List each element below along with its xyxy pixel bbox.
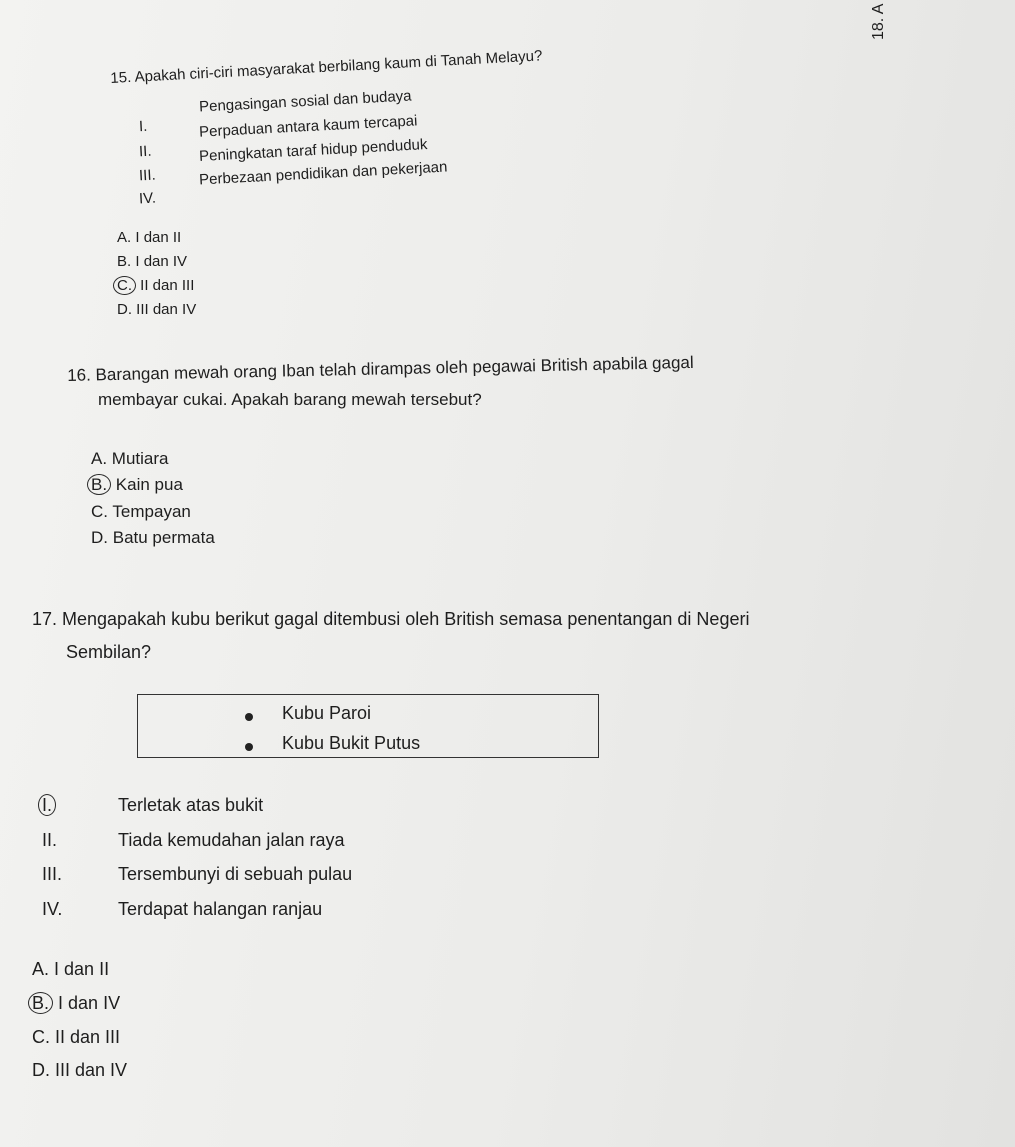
option-letter: D. xyxy=(32,1060,50,1080)
option-letter: A. xyxy=(91,449,108,468)
statement-number-circled: I. xyxy=(38,794,56,816)
option-letter: D. xyxy=(117,301,132,318)
option-letter-circled: B. xyxy=(28,992,53,1014)
option-text: I dan II xyxy=(135,229,182,246)
option-letter: A. xyxy=(117,229,132,246)
option-text: I dan IV xyxy=(58,993,121,1013)
q17-question-line2: Sembilan? xyxy=(66,642,152,662)
q15-statement-2: II. xyxy=(138,142,152,161)
option-text: I dan IV xyxy=(135,253,188,270)
q16-question-line1: 16. Barangan mewah orang Iban telah dirampas oleh pegawai British apabila gagal xyxy=(67,352,694,385)
q17-statement-2-text: Tiada kemudahan jalan raya xyxy=(118,830,345,850)
q17-question-line1: 17. Mengapakah kubu berikut gagal ditembusi oleh British semasa penentangan di Negeri xyxy=(32,609,750,629)
option-text: II dan III xyxy=(140,277,195,294)
option-letter: C. xyxy=(32,1027,50,1047)
q17-statement-2: II. xyxy=(42,830,58,850)
q17-statement-4: IV. xyxy=(42,899,63,919)
kubu-item-2: Kubu Bukit Putus xyxy=(282,733,421,753)
option-letter: D. xyxy=(91,528,108,547)
option-text: Tempayan xyxy=(112,502,191,521)
kubu-box xyxy=(137,694,599,758)
q17-option-c[interactable] xyxy=(32,1027,120,1048)
q15-option-a[interactable] xyxy=(117,229,181,246)
q15-statement-1 xyxy=(139,118,148,135)
bullet-icon xyxy=(245,713,253,721)
option-text: III dan IV xyxy=(55,1060,128,1080)
q17-statement-3: III. xyxy=(42,864,63,884)
corner-question-number xyxy=(870,4,888,40)
q15-statement-4: IV. xyxy=(138,189,157,208)
q17-option-d[interactable] xyxy=(32,1060,127,1081)
option-letter-circled: B. xyxy=(87,474,111,495)
q17-statement-1 xyxy=(42,795,56,816)
option-text: I dan II xyxy=(54,959,110,979)
statement-number: I. xyxy=(138,117,148,136)
q17-statement-3-text: Tersembunyi di sebuah pulau xyxy=(118,864,353,884)
q15-option-d[interactable] xyxy=(117,301,196,318)
q15-option-b[interactable] xyxy=(117,253,187,270)
q15-statement-2-text: Perpaduan antara kaum tercapai xyxy=(198,112,418,141)
q16-question-line2: membayar cukai. Apakah barang mewah tersebut? xyxy=(98,390,482,409)
q17-option-b[interactable] xyxy=(32,993,120,1014)
option-text: III dan IV xyxy=(136,301,197,318)
option-letter: A. xyxy=(32,959,50,979)
option-text: Kain pua xyxy=(115,475,183,494)
corner-label: 18. xyxy=(870,17,887,40)
option-text: Mutiara xyxy=(111,449,169,468)
kubu-item-1: Kubu Paroi xyxy=(282,703,372,723)
q16-option-d[interactable] xyxy=(91,528,215,548)
q16-option-a[interactable] xyxy=(91,449,168,469)
corner-extra: A xyxy=(870,3,887,15)
q16-option-c[interactable] xyxy=(91,502,191,522)
q15-statement-3: III. xyxy=(138,166,157,185)
option-text: Batu permata xyxy=(112,528,215,547)
q16-option-b[interactable] xyxy=(91,475,183,495)
option-letter: B. xyxy=(117,253,132,270)
q15-statement-4-text: Perbezaan pendidikan dan pekerjaan xyxy=(198,158,448,189)
bullet-icon xyxy=(245,743,253,751)
option-text: II dan III xyxy=(55,1027,121,1047)
q15-statement-1-text: Pengasingan sosial dan budaya xyxy=(198,87,412,116)
q15-statement-3-text: Peningkatan taraf hidup penduduk xyxy=(198,136,428,165)
option-letter: C. xyxy=(91,502,108,521)
q17-option-a[interactable] xyxy=(32,959,109,980)
q15-option-c[interactable] xyxy=(117,277,194,294)
option-letter-circled: C. xyxy=(113,276,136,295)
q17-statement-4-text: Terdapat halangan ranjau xyxy=(118,899,323,919)
q17-statement-1-text: Terletak atas bukit xyxy=(118,795,264,815)
q15-question: 15. Apakah ciri-ciri masyarakat berbilang kaum di Tanah Melayu? xyxy=(110,47,543,87)
